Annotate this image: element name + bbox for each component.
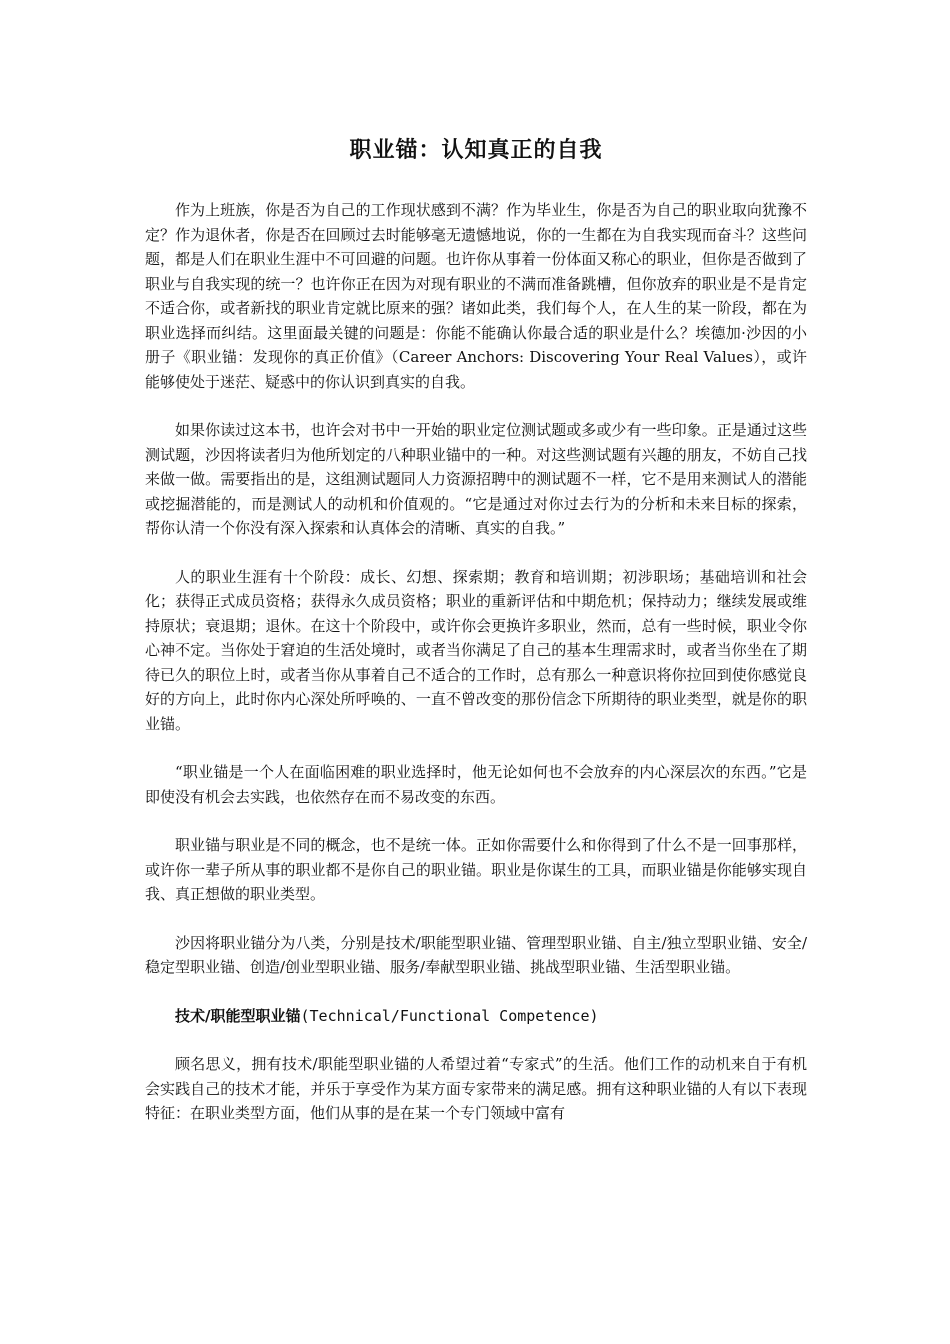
paragraph-technical-functional: 顾名思义，拥有技术/职能型职业锚的人希望过着“专家式”的生活。他们工作的动机来自于有机会实践自己的技术才能，并乐于享受作为某方面专家带来的满足感。拥有这种职业锚的人有以下表现特征：在职业类型方面，他们从事的是在某一个专门领域中富有 — [145, 1055, 807, 1122]
paragraph-intro: 作为上班族，你是否为自己的工作现状感到不满？作为毕业生，你是否为自己的职业取向犹豫不定？作为退休者，你是否在回顾过去时能够毫无遗憾地说，你的一生都在为自我实现而奋斗？这些问题，都是人们在职业生涯中不可回避的问题。也许你从事着一份体面又称心的职业，但你是否做到了职业与自我实现的统一？也许你正在因为对现有职业的不满而准备跳槽，但你放弃的职业是不是肯定不适合你，或者新找的职业肯定就比原来的强？诸如此类，我们每个人，在人生的某一阶段，都在为职业选择而纠结。这里面最关键的问题是：你能不能确认你最合适的职业是什么？埃德加·沙因的小册子《职业锚：发现你的真正价值》（Career Anchors: Discovering Your Real Values），或许能够使处于迷茫、疑惑中的你认识到真实的自我。 — [145, 201, 807, 391]
section-heading-label: 技术/职能型职业锚 — [175, 1006, 301, 1025]
document-body — [145, 136, 807, 1150]
section-heading-english: (Technical/Functional Competence) — [300, 1006, 599, 1025]
paragraph-eight-types: 沙因将职业锚分为八类，分别是技术/职能型职业锚、管理型职业锚、自主/独立型职业锚、安全/稳定型职业锚、创造/创业型职业锚、服务/奉献型职业锚、挑战型职业锚、生活型职业锚。 — [145, 933, 807, 976]
paragraph-anchor-definition: “职业锚是一个人在面临困难的职业选择时，他无论如何也不会放弃的内心深层次的东西。”它是即使没有机会去实践，也依然存在而不易改变的东西。 — [145, 763, 807, 806]
paragraph-test-questions: 如果你读过这本书，也许会对书中一开始的职业定位测试题或多或少有一些印象。正是通过这些测试题，沙因将读者归为他所划定的八种职业锚中的一种。对这些测试题有兴趣的朋友，不妨自己找来做一做。需要指出的是，这组测试题同人力资源招聘中的测试题不一样，它不是用来测试人的潜能或挖掘潜能的，而是测试人的动机和价值观的。“它是通过对你过去行为的分析和未来目标的探索，帮你认清一个你没有深入探索和认真体会的清晰、真实的自我。” — [145, 421, 807, 537]
document-title: 职业锚：认知真正的自我 — [349, 138, 603, 163]
paragraph-anchor-vs-career: 职业锚与职业是不同的概念，也不是统一体。正如你需要什么和你得到了什么不是一回事那样，或许你一辈子所从事的职业都不是你自己的职业锚。职业是你谋生的工具，而职业锚是你能够实现自我、真正想做的职业类型。 — [145, 836, 807, 903]
section-heading — [145, 1004, 807, 1029]
paragraph-career-stages: 人的职业生涯有十个阶段：成长、幻想、探索期；教育和培训期；初涉职场；基础培训和社会化；获得正式成员资格；获得永久成员资格；职业的重新评估和中期危机；保持动力；继续发展或维持原状；衰退期；退休。在这十个阶段中，或许你会更换许多职业，然而，总有一些时候，职业令你心神不定。当你处于窘迫的生活处境时，或者当你满足了自己的基本生理需求时，或者当你坐在了期待已久的职位上时，或者当你从事着自己不适合的工作时，总有那么一种意识将你拉回到使你感觉良好的方向上，此时你内心深处所呼唤的、一直不曾改变的那份信念下所期待的职业类型，就是你的职业锚。 — [145, 567, 807, 733]
